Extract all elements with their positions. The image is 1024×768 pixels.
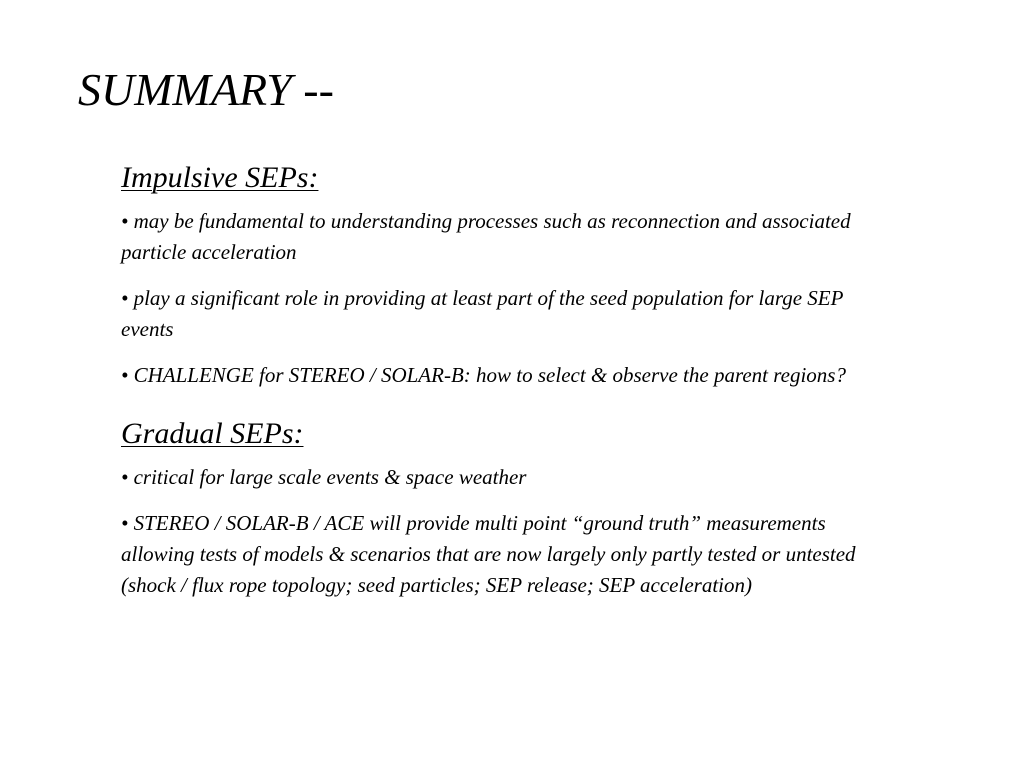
- section-spacer: [121, 406, 881, 416]
- bullet-item: • critical for large scale events & space weather: [121, 465, 527, 489]
- section-gradual-seps: [121, 416, 881, 601]
- slide-content: [121, 160, 881, 616]
- bullet-item: • STEREO / SOLAR-B / ACE will provide multi point “ground truth” measurements allowing tests of models & scenarios that are now largely only partly tested or untested (shock / flux rope topology; seed particles; SEP release; SEP acceleration): [121, 511, 856, 597]
- section-heading: Gradual SEPs:: [121, 417, 304, 450]
- bullet-item: • play a significant role in providing at least part of the seed population for large SEP events: [121, 286, 844, 341]
- bullet-item: • may be fundamental to understanding processes such as reconnection and associated particle acceleration: [121, 209, 851, 264]
- slide-title: SUMMARY --: [78, 64, 334, 115]
- section-heading: Impulsive SEPs:: [121, 161, 319, 194]
- section-impulsive-seps: [121, 160, 881, 391]
- bullet-item: • CHALLENGE for STEREO / SOLAR-B: how to select & observe the parent regions?: [121, 363, 846, 387]
